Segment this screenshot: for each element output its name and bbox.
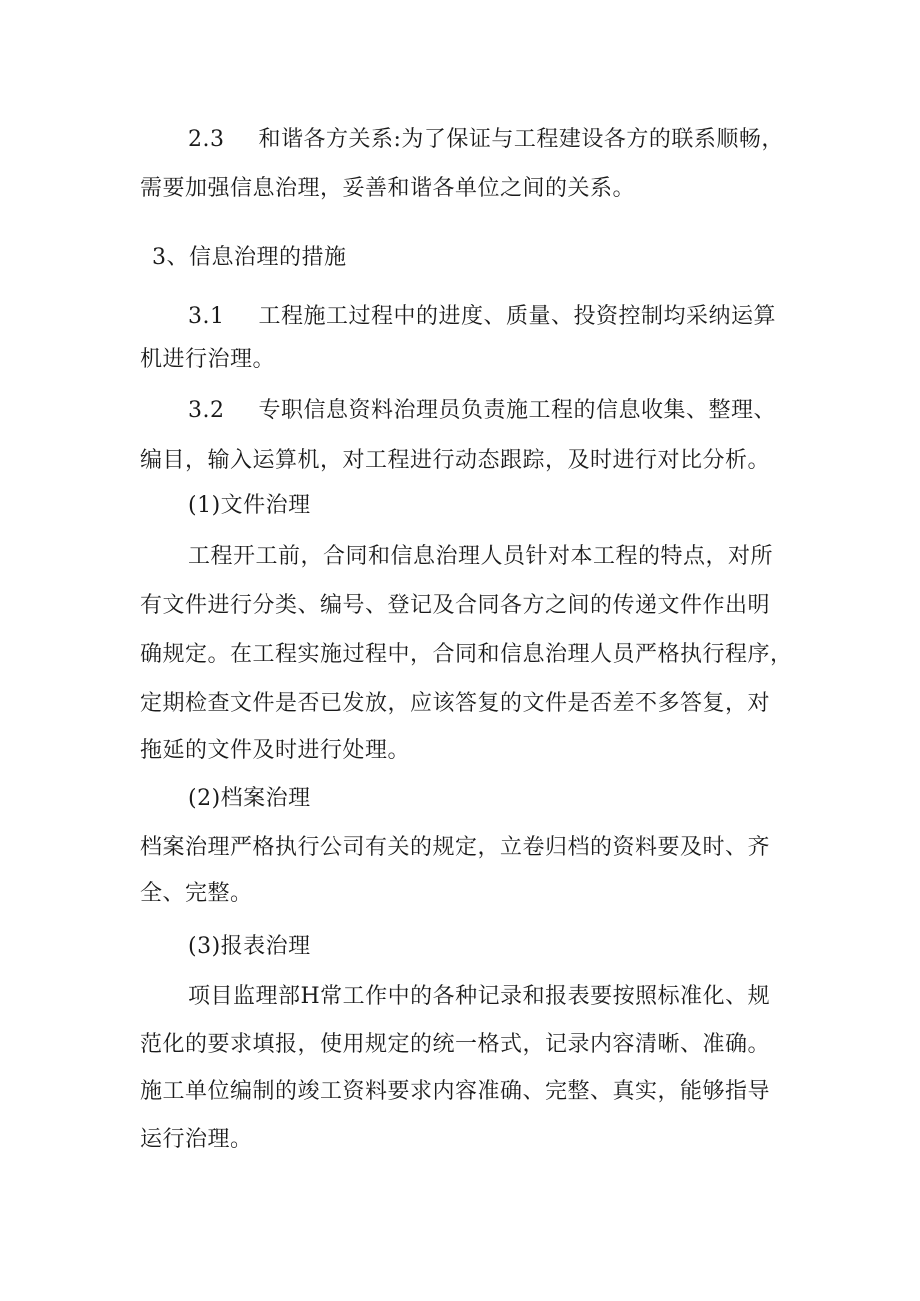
sub-2-line-1: 档案治理严格执行公司有关的规定，立卷归档的资料要及时、齐 — [140, 835, 771, 860]
sub-1-line-4: 定期检查文件是否已发放，应该答复的文件是否差不多答复，对 — [140, 691, 771, 716]
section-2-3-number: 2.3 — [188, 127, 225, 152]
sub-3-line-4: 运行治理。 — [140, 1127, 253, 1152]
section-2-3-text-1: 和谐各方关系:为了保证与工程建设各方的联系顺畅， — [258, 127, 784, 152]
section-3-1-line-1 — [188, 303, 776, 331]
sub-3-line-1: 项目监理部H常工作中的各种记录和报表要按照标准化、规 — [188, 984, 771, 1009]
sub-2-line-2: 全、完整。 — [140, 881, 253, 906]
heading-3: 3、信息治理的措施 — [152, 245, 347, 270]
section-3-2-text-1: 专职信息资料治理员负责施工程的信息收集、整理、 — [258, 398, 777, 423]
sub-1-line-5: 拖延的文件及时进行处理。 — [140, 738, 411, 763]
section-3-1-text-1: 工程施工过程中的进度、质量、投资控制均采纳运算 — [258, 304, 777, 329]
section-3-2-line-2: 编目，输入运算机，对工程进行动态跟踪，及时进行对比分析。 — [140, 448, 771, 473]
sub-1-line-1: 工程开工前，合同和信息治理人员针对本工程的特点，对所 — [188, 544, 774, 569]
sub-1-title: (1)文件治理 — [188, 493, 311, 518]
sub-1-line-2: 有文件进行分类、编号、登记及合同各方之间的传递文件作出明 — [140, 593, 771, 618]
section-2-3-line-2: 需要加强信息治理，妥善和谐各单位之间的关系。 — [140, 176, 636, 201]
section-3-2-number: 3.2 — [188, 398, 225, 423]
section-3-1-line-2: 机进行治理。 — [140, 347, 276, 372]
sub-1-line-3: 确规定。在工程实施过程中，合同和信息治理人员严格执行程序， — [140, 642, 793, 667]
section-2-3-line-1 — [188, 126, 784, 154]
sub-2-title: (2)档案治理 — [188, 786, 311, 811]
section-3-2-line-1 — [188, 397, 776, 425]
sub-3-title: (3)报表治理 — [188, 934, 311, 959]
sub-3-line-2: 范化的要求填报，使用规定的统一格式，记录内容清晰、准确。 — [140, 1032, 771, 1057]
sub-3-line-3: 施工单位编制的竣工资料要求内容准确、完整、真实，能够指导 — [140, 1079, 771, 1104]
section-3-1-number: 3.1 — [188, 304, 225, 329]
